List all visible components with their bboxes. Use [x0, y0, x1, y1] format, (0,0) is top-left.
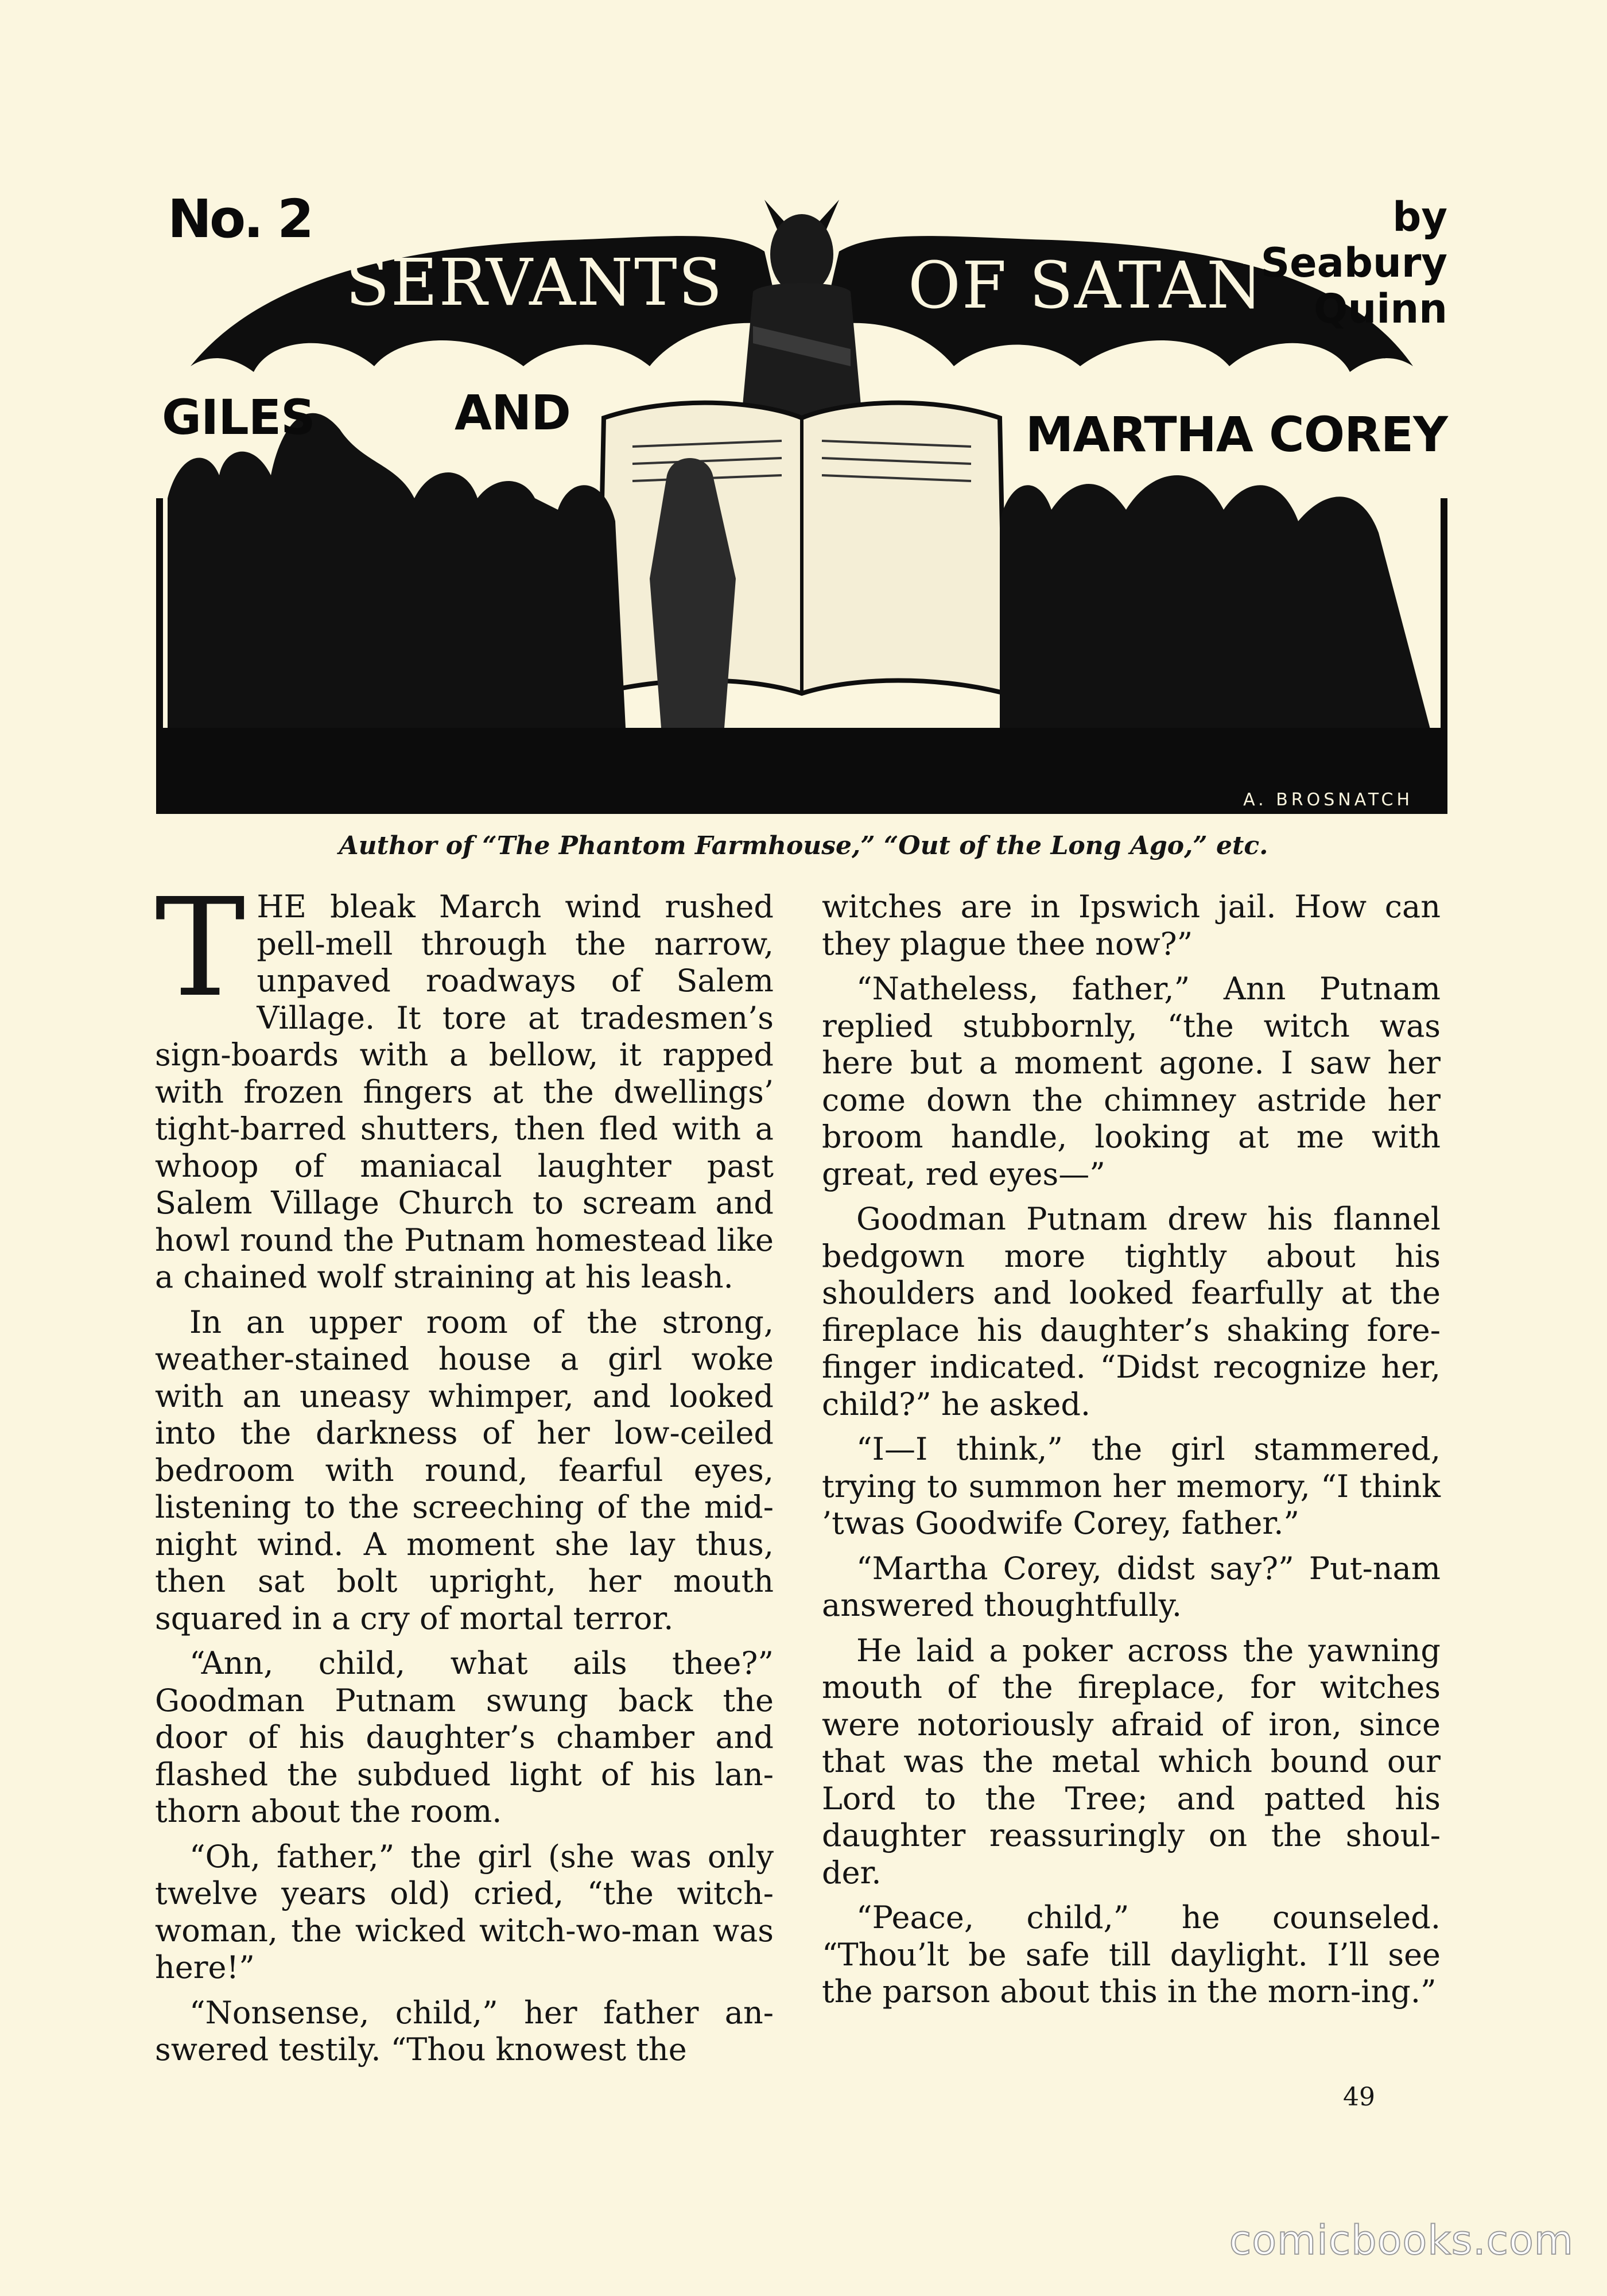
subtitle-and: AND: [455, 385, 571, 441]
paragraph: “Oh, father,” the girl (she was only twelve years old) cried, “the witch-woman, the wicked witch-wo-man was here!”: [155, 1838, 774, 1985]
author-byline: Author of “The Phantom Farmhouse,” “Out of the Long Ago,” etc.: [339, 831, 1268, 860]
paragraph: He laid a poker across the yawning mouth of the fireplace, for witches were notoriously afraid of iron, since that was the metal which bound our Lord to the Tree; and patted his daughter reassuringly on the shoul-der.: [822, 1632, 1441, 1891]
paragraph: In an upper room of the strong, weather-stained house a girl woke with an uneasy whimper, and looked into the darkness of her low-ceiled bedroom with round, fearful eyes, listening to the screeching of the mid-night wind. A moment she lay thus, then sat bolt upright, her mouth squared in a cry of mortal terror.: [155, 1304, 774, 1636]
paragraph: “Nonsense, child,” her father an-swered testily. “Thou knowest the: [155, 1994, 774, 2068]
crowd-left: [168, 413, 627, 751]
subtitle-martha-corey: MARTHA COREY: [1025, 406, 1447, 463]
text-column-right: [822, 889, 1441, 2019]
page-number: 49: [1343, 2082, 1375, 2112]
author-name: Quinn: [1313, 285, 1447, 332]
text-column-left: [155, 869, 774, 2077]
watermark: comicbooks.com: [1229, 2217, 1574, 2264]
paragraph: witches are in Ipswich jail. How can they plague thee now?”: [822, 889, 1441, 962]
artist-signature: A. BROSNATCH: [1243, 790, 1413, 810]
title-illustration: [156, 177, 1447, 814]
paragraph: “Martha Corey, didst say?” Put-nam answered thoughtfully.: [822, 1550, 1441, 1623]
subtitle-giles: GILES: [162, 389, 315, 445]
paragraph: “Peace, child,” he counseled. “Thou’lt be safe till daylight. I’ll see the parson about this in the morn-ing.”: [822, 1899, 1441, 2010]
paragraph: “Ann, child, what ails thee?” Goodman Putnam swung back the door of his daughter’s chamber and flashed the subdued light of his lan-thorn about the room.: [155, 1645, 774, 1829]
issue-number: No. 2: [168, 188, 312, 250]
devil-head: [770, 214, 833, 294]
title-servants: SERVANTS: [346, 246, 724, 320]
paragraph: “Natheless, father,” Ann Putnam replied stubbornly, “the witch was here but a moment agone. I saw her come down the chimney astride her broom handle, looking at me with great, red eyes—”: [822, 971, 1441, 1192]
author-by: by Seabury: [1260, 193, 1447, 286]
crowd-right: [1000, 475, 1436, 751]
paragraph: “I—I think,” the girl stammered, trying to summon her memory, “I think ’twas Goodwife Corey, father.”: [822, 1431, 1441, 1541]
paragraph: Goodman Putnam drew his flannel bedgown more tightly about his shoulders and looked fearfully at the fireplace his daughter’s shaking fore-finger indicated. “Didst recognize her, child?” he asked.: [822, 1201, 1441, 1422]
paragraph: THE bleak March wind rushed pell-mell through the narrow, unpaved roadways of Salem Village. It tore at tradesmen’s sign-boards with a bellow, it rapped with frozen fingers at the dwellings’ tight-barred shutters, then fled with a whoop of maniacal laughter past Salem Village Church to scream and howl round the Putnam homestead like a chained wolf straining at his leash.: [155, 869, 774, 1295]
title-of-satan: OF SATAN: [908, 249, 1264, 323]
drop-cap: T: [155, 869, 246, 1027]
